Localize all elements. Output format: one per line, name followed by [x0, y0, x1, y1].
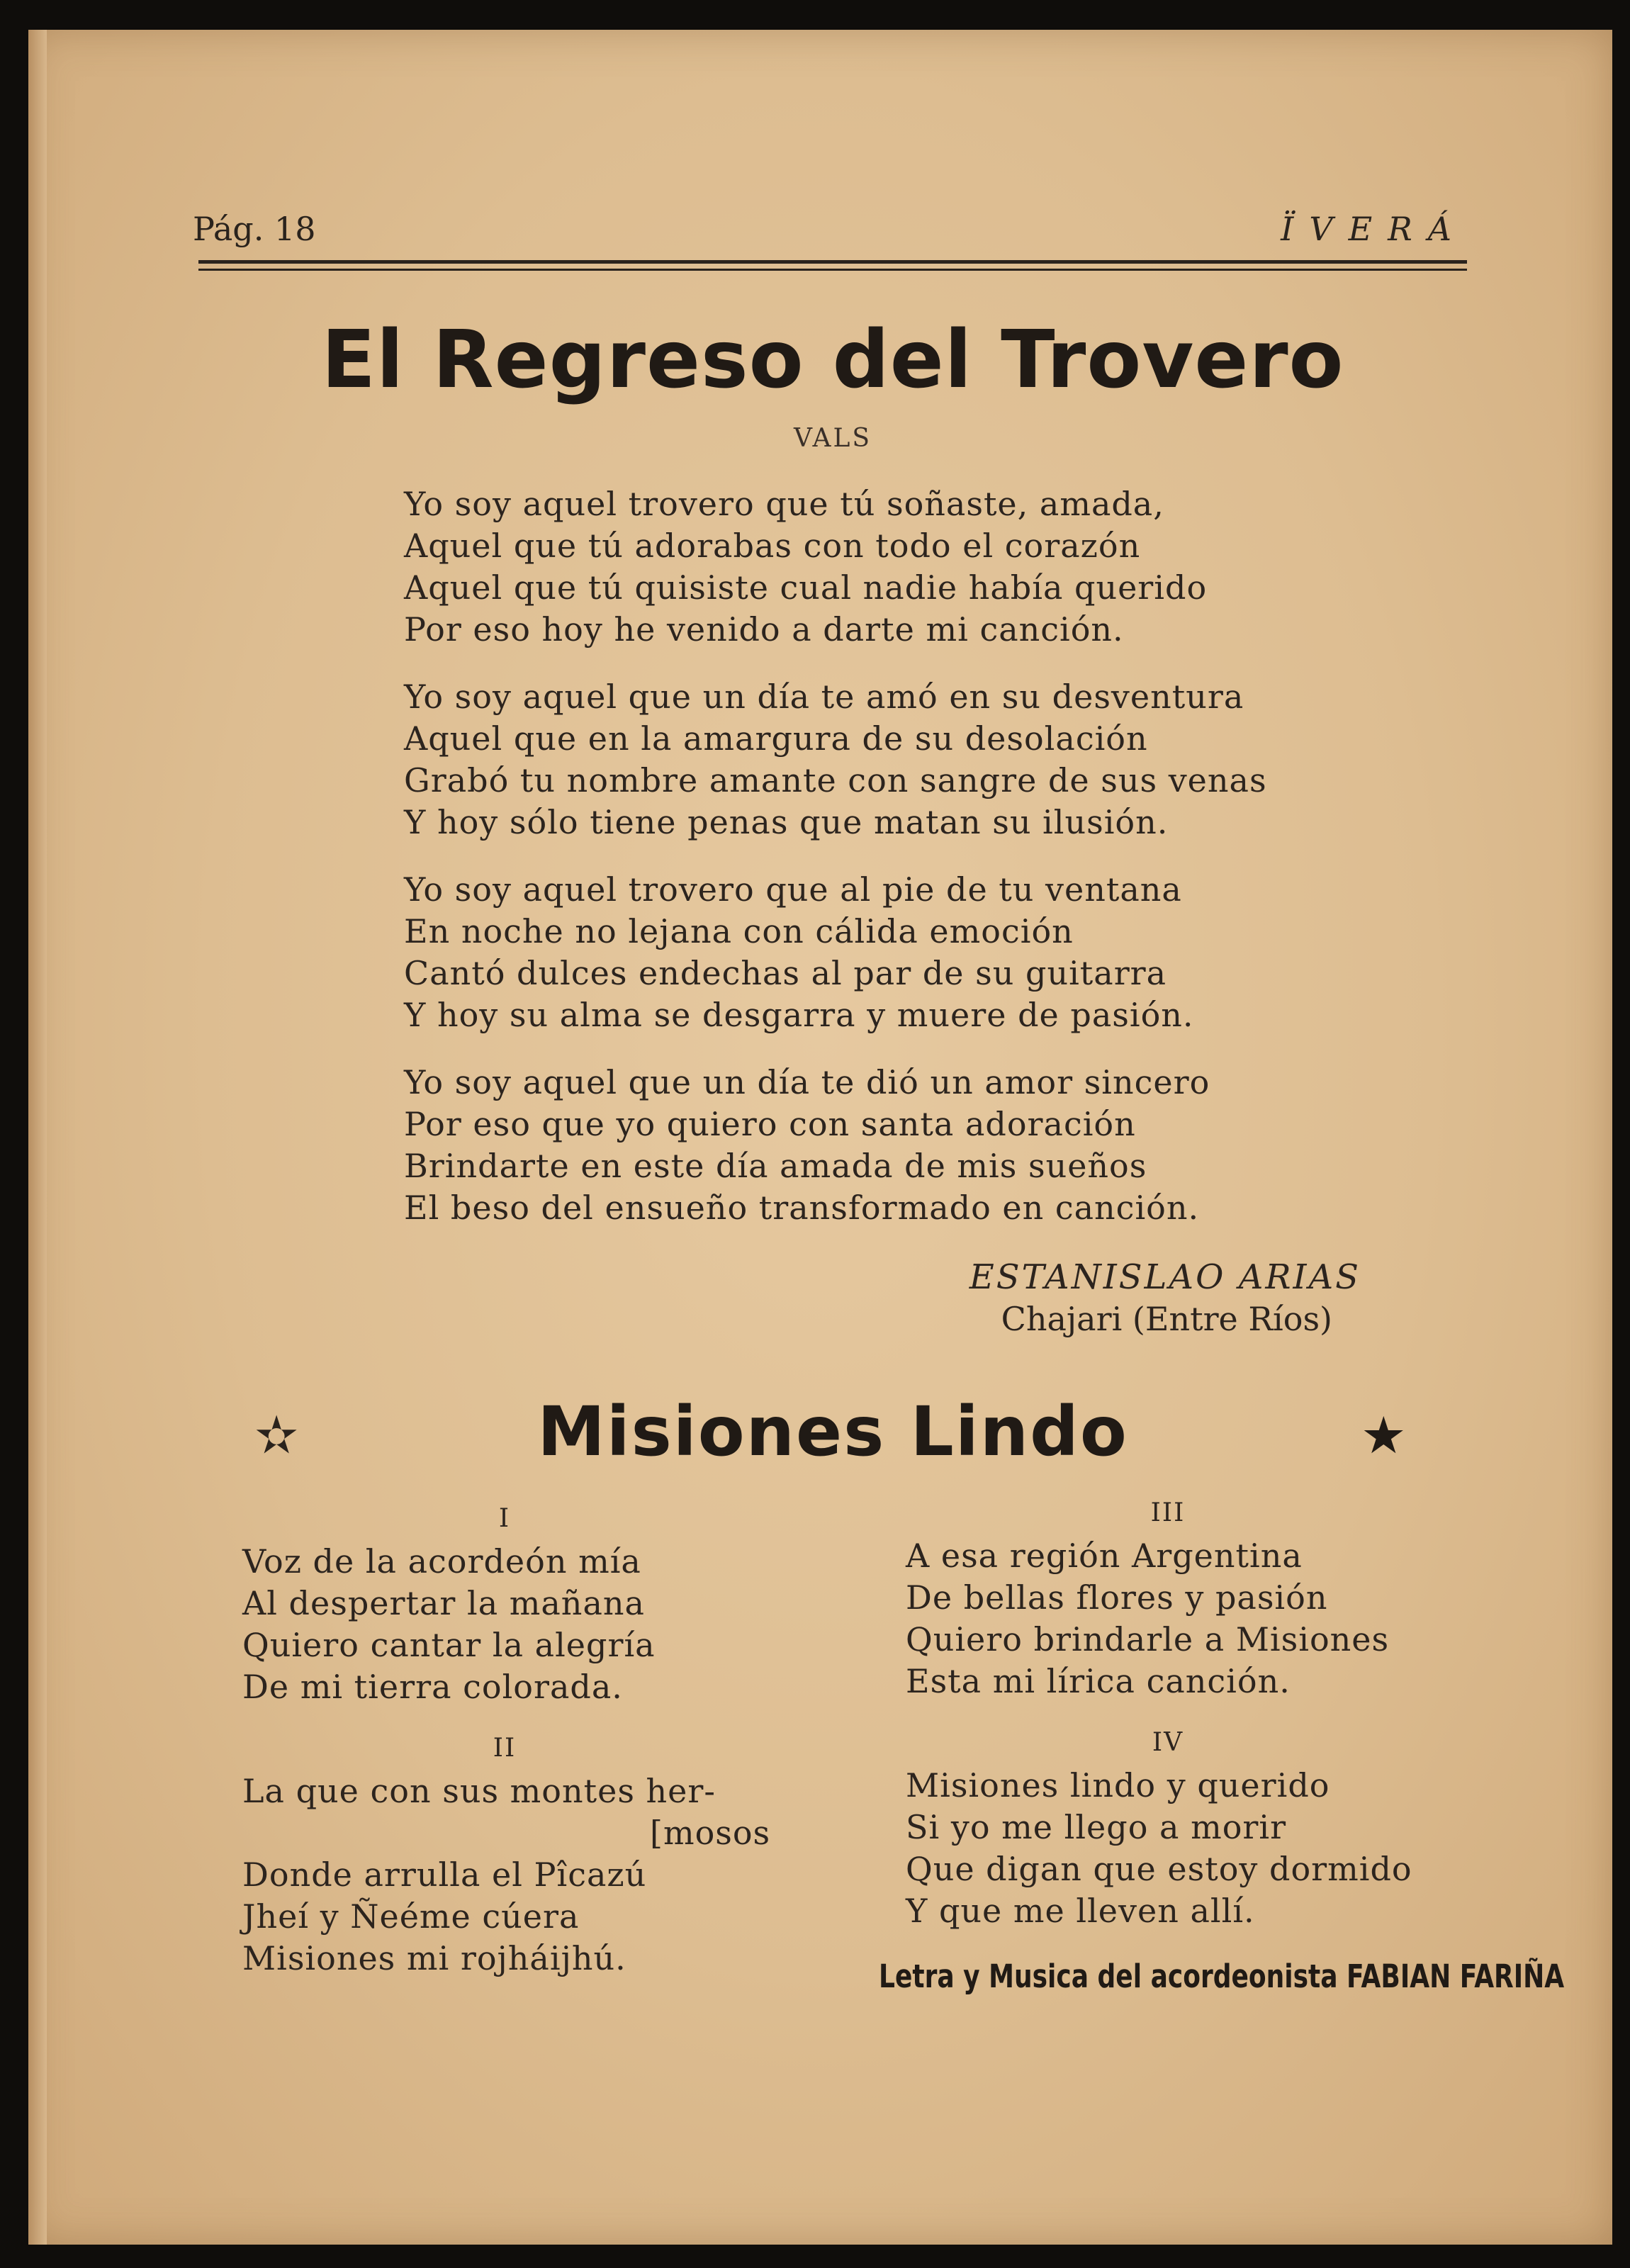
verse-line: Quiero cantar la alegría [242, 1626, 656, 1664]
stanza [404, 483, 1361, 651]
verse-line: Aquel que tú quisiste cual nadie había querido [404, 568, 1208, 607]
verse-line: Donde arrulla el Pîcazú [242, 1856, 647, 1894]
verse-line: Al despertar la mañana [242, 1584, 645, 1622]
verse-line-continuation: [mosos [650, 1814, 771, 1852]
verse-line: Yo soy aquel que un día te dió un amor sincero [404, 1063, 1210, 1101]
verse-line: Por eso que yo quiero con santa adoración [404, 1105, 1136, 1143]
stanza [404, 676, 1361, 843]
page-header [193, 210, 1467, 252]
author-name: ESTANISLAO ARIAS [969, 1257, 1361, 1297]
verse-line: Yo soy aquel trovero que al pie de tu ventana [404, 870, 1182, 909]
song-title-misiones: Misiones Lindo [537, 1392, 1128, 1471]
verse-line: Por eso hoy he venido a darte mi canción. [404, 610, 1124, 649]
verse-line: El beso del ensueño transformado en canción. [404, 1189, 1200, 1227]
header-rule-thick [198, 260, 1467, 264]
magazine-title: ÏVERÁ [1281, 210, 1467, 248]
author-place: Chajari (Entre Ríos) [1001, 1300, 1332, 1338]
verse-line: En noche no lejana con cálida emoción [404, 912, 1074, 950]
verse-line: Aquel que en la amargura de su desolación [404, 719, 1148, 758]
verse-line: Misiones lindo y querido [906, 1766, 1330, 1804]
verse-line: De bellas flores y pasión [906, 1578, 1328, 1617]
stanza-numeral: IV [1152, 1728, 1184, 1757]
stanza [906, 1535, 1487, 1702]
song-genre: VALS [793, 424, 872, 453]
stanza-numeral: I [498, 1504, 511, 1533]
header-rule-thin [198, 269, 1467, 271]
stanza [404, 1062, 1361, 1229]
misiones-left-column [242, 1501, 824, 2002]
verse-line: Que digan que estoy dormido [906, 1850, 1412, 1888]
page-edge [28, 30, 47, 2245]
misiones-right-column [906, 1495, 1487, 1955]
verse-line: Grabó tu nombre amante con sangre de sus venas [404, 761, 1267, 799]
verse-line: Brindarte en este día amada de mis sueños [404, 1147, 1147, 1185]
stanza-numeral: II [493, 1734, 517, 1763]
stanza-numeral: III [1150, 1498, 1186, 1527]
song-title-regreso: El Regreso del Trovero [321, 314, 1344, 406]
verse-line: Y que me lleven allí. [906, 1892, 1255, 1930]
verse-line: Cantó dulces endechas al par de su guitarra [404, 954, 1167, 992]
verse-line: Y hoy su alma se desgarra y muere de pasión. [404, 996, 1194, 1034]
verse-line: Aquel que tú adorabas con todo el corazón [404, 527, 1141, 565]
verse-line: Misiones mi rojháijhú. [242, 1939, 626, 1977]
poem-regreso [404, 483, 1361, 1254]
stanza [242, 1770, 824, 1980]
verse-line: Jheí y Ñeéme cúera [242, 1897, 580, 1936]
verse-line: De mi tierra colorada. [242, 1668, 623, 1706]
verse-line: La que con sus montes her- [242, 1772, 716, 1810]
page-number: Pág. 18 [193, 210, 316, 248]
verse-line: Y hoy sólo tiene penas que matan su ilusión. [404, 803, 1169, 841]
verse-line: A esa región Argentina [906, 1537, 1303, 1575]
verse-line: Esta mi lírica canción. [906, 1662, 1291, 1700]
song-credits: Letra y Musica del acordeonista FABIAN FARIÑA [879, 1959, 1565, 1996]
outline-star-icon: ✫ [255, 1405, 298, 1465]
verse-line: Quiero brindarle a Misiones [906, 1620, 1390, 1658]
verse-line: Si yo me llego a morir [906, 1808, 1287, 1846]
verse-line: Voz de la acordeón mía [242, 1542, 641, 1581]
stanza [404, 869, 1361, 1036]
stanza [906, 1765, 1487, 1932]
verse-line: Yo soy aquel trovero que tú soñaste, amada, [404, 485, 1164, 523]
verse-line: Yo soy aquel que un día te amó en su desventura [404, 678, 1244, 716]
solid-star-icon: ★ [1361, 1405, 1407, 1465]
stanza [242, 1541, 824, 1708]
